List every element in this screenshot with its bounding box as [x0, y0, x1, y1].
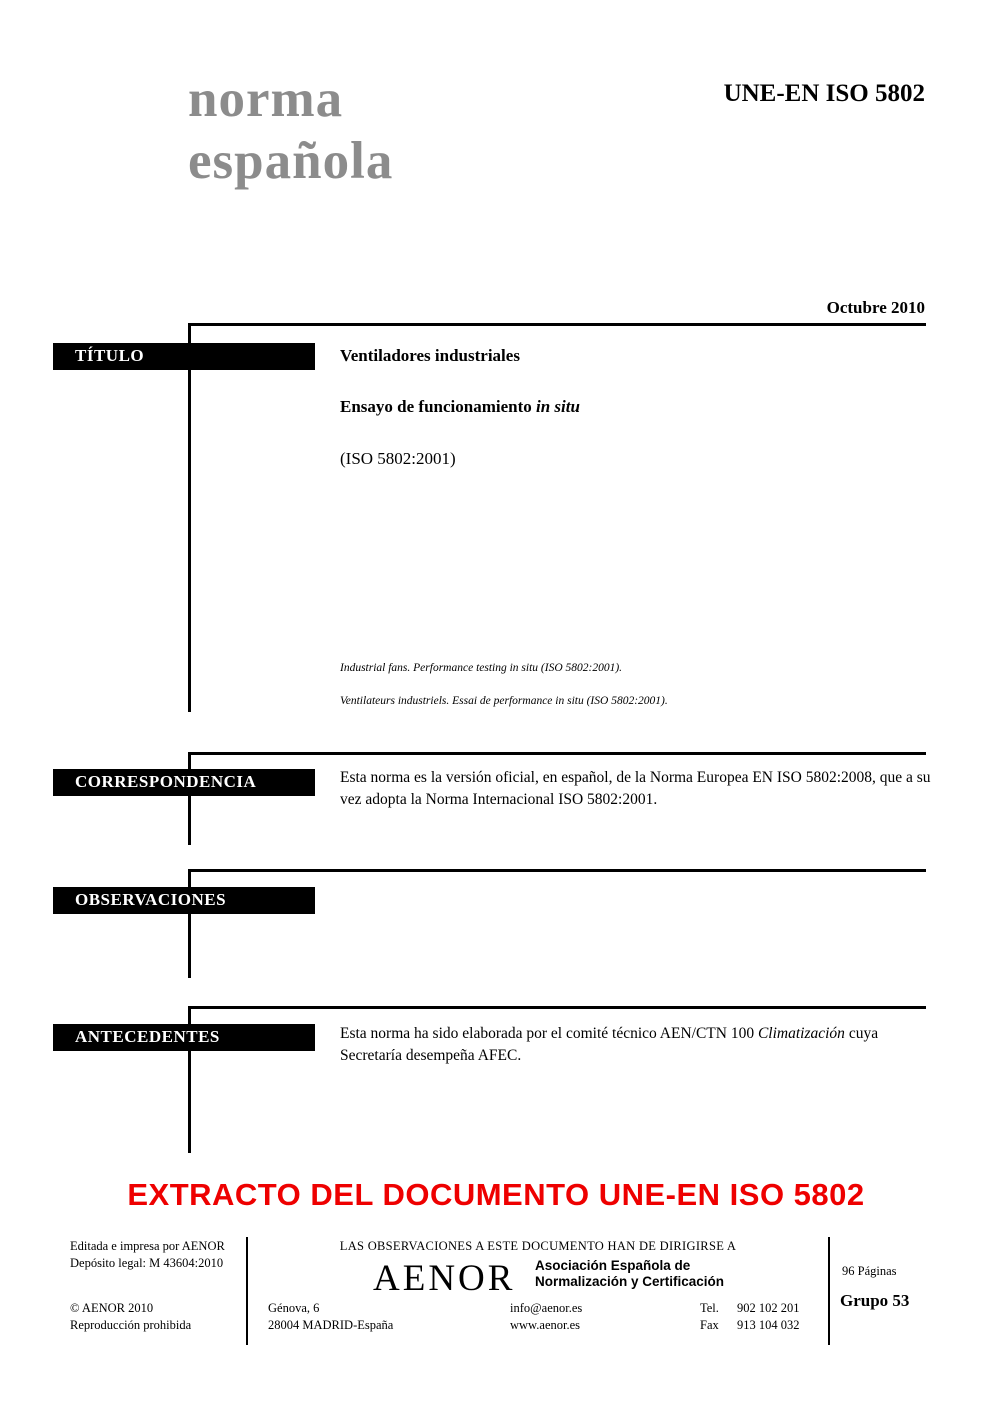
aenor-logotype: AENOR [373, 1258, 516, 1299]
footer-group: Grupo 53 [840, 1291, 910, 1310]
footer-edited-by: Editada e impresa por AENOR [70, 1239, 225, 1253]
footer-page-count: 96 Páginas [842, 1264, 897, 1278]
antecedentes-text-prefix: Esta norma ha sido elaborada por el comité técnico AEN/CTN 100 [340, 1025, 758, 1042]
brand-line-2: española [188, 132, 394, 190]
title-line-1: Ventiladores industriales [340, 346, 520, 365]
footer-address-street: Génova, 6 [268, 1301, 320, 1315]
antecedentes-text-suffix: cuya Secretaría desempeña AFEC. [340, 1025, 879, 1064]
footer-notice: LAS OBSERVACIONES A ESTE DOCUMENTO HAN DE DIRIGIRSE A [339, 1239, 737, 1253]
label-correspondencia: CORRESPONDENCIA [53, 769, 315, 796]
translation-french: Ventilateurs industriels. Essai de performance in situ (ISO 5802:2001). [340, 695, 668, 707]
footer-legal-deposit: Depósito legal: M 43604:2010 [70, 1256, 224, 1270]
footer-fax-number: 913 104 032 [737, 1318, 800, 1332]
title-line-2 [340, 397, 580, 417]
antecedentes-text-italic: Climatización [757, 1025, 845, 1042]
footer-phone-numbers [737, 1300, 800, 1334]
translation-english: Industrial fans. Performance testing in situ (ISO 5802:2001). [340, 662, 623, 674]
document-code: UNE-EN ISO 5802 [723, 80, 925, 107]
title-line-2-text: Ensayo de funcionamiento [340, 397, 536, 416]
footer-copyright-line: © AENOR 2010 [70, 1301, 154, 1315]
footer-copyright [70, 1300, 191, 1334]
footer-phone-labels [700, 1300, 719, 1334]
footer-tel-label: Tel. [700, 1301, 719, 1315]
vline-observaciones [188, 869, 191, 978]
rule-titulo [188, 323, 926, 326]
aenor-tagline-line-2: Normalización y Certificación [535, 1274, 725, 1289]
footer-email: info@aenor.es [510, 1301, 583, 1315]
brand-logotype [188, 68, 393, 192]
brand-line-1: norma [188, 70, 344, 128]
footer-tel-number: 902 102 201 [737, 1301, 800, 1315]
title-line-3: (ISO 5802:2001) [340, 449, 456, 468]
extract-banner: EXTRACTO DEL DOCUMENTO UNE-EN ISO 5802 [127, 1177, 865, 1212]
rule-correspondencia [188, 752, 926, 755]
label-antecedentes: ANTECEDENTES [53, 1024, 315, 1051]
footer-fax-label: Fax [700, 1318, 719, 1332]
footer-address [268, 1300, 393, 1334]
vline-titulo [188, 323, 191, 712]
rule-antecedentes [188, 1006, 926, 1009]
footer-contact-web [510, 1300, 582, 1334]
footer-imprint [70, 1238, 225, 1272]
label-observaciones: OBSERVACIONES [53, 887, 315, 914]
footer-address-city: 28004 MADRID-España [268, 1318, 394, 1332]
aenor-logo [373, 1257, 515, 1300]
antecedentes-text [340, 1023, 936, 1067]
aenor-tagline-line-1: Asociación Española de [535, 1258, 691, 1273]
footer-divider-right [828, 1237, 830, 1345]
vline-correspondencia [188, 752, 191, 845]
title-line-2-insitu: in situ [536, 397, 580, 416]
label-titulo: TÍTULO [53, 343, 315, 370]
footer-reproduction-line: Reproducción prohibida [70, 1318, 192, 1332]
publication-date: Octubre 2010 [826, 298, 925, 317]
footer-website: www.aenor.es [510, 1318, 581, 1332]
aenor-tagline [535, 1258, 724, 1290]
correspondencia-text: Esta norma es la versión oficial, en español, de la Norma Europea EN ISO 5802:2008, que a su vez adopta la Norma Internacional ISO 5802:2001. [340, 769, 931, 808]
rule-observaciones [188, 869, 926, 872]
